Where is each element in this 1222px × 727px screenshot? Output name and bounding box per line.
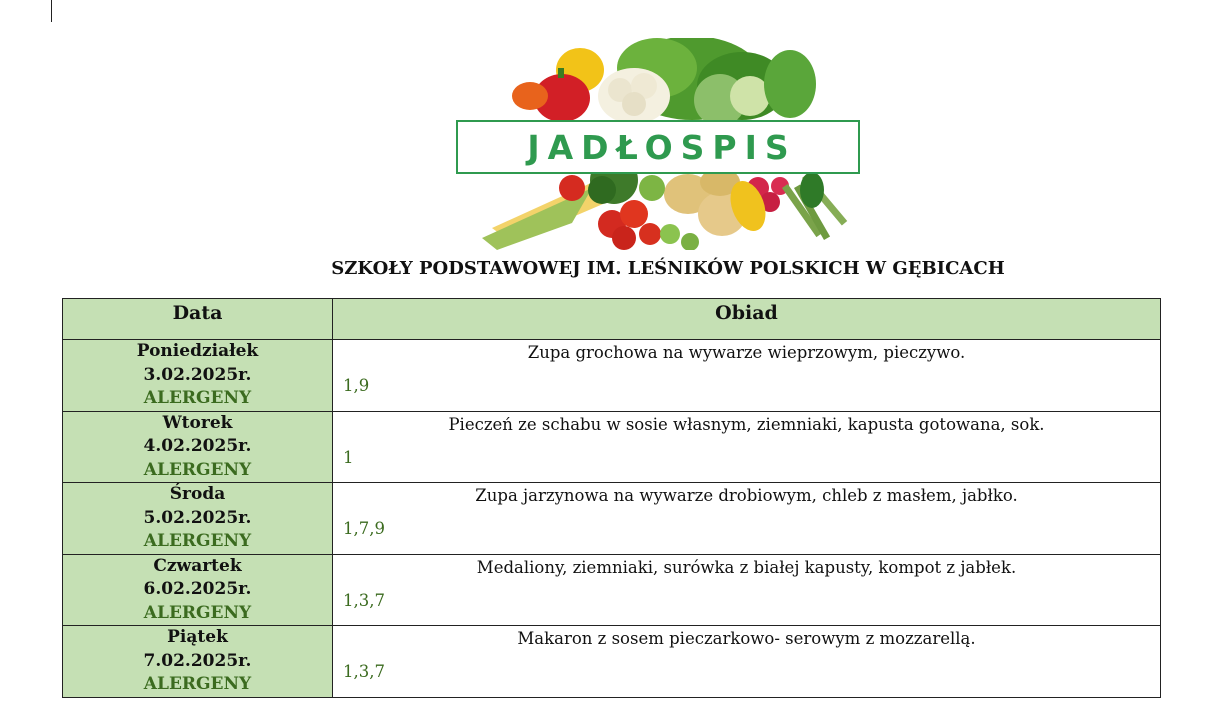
meal-cell <box>333 626 1161 698</box>
header-meal: Obiad <box>333 299 1161 340</box>
meal-name: Medaliony, ziemniaki, surówka z białej kapusty, kompot z jabłek. <box>476 557 1017 577</box>
meal-cell <box>333 340 1161 412</box>
day-name: Poniedziałek <box>136 341 259 361</box>
menu-title: JADŁOSPIS <box>527 127 797 167</box>
meal-cell <box>333 411 1161 483</box>
meal-name: Zupa jarzynowa na wywarze drobiowym, chleb z masłem, jabłko. <box>475 486 1018 505</box>
text-cursor <box>51 0 52 22</box>
bell-pepper-icon <box>512 48 604 122</box>
table-row <box>63 554 1161 626</box>
day-name: Piątek <box>167 627 228 647</box>
date-cell <box>63 626 333 698</box>
allergen-label: ALERGENY <box>143 459 252 480</box>
day-name: Czwartek <box>153 555 242 576</box>
allergen-codes: 1,3,7 <box>343 662 385 681</box>
meal-name: Zupa grochowa na wywarze wieprzowym, pieczywo. <box>527 343 966 362</box>
table-row <box>63 626 1161 698</box>
allergen-label: ALERGENY <box>143 602 252 623</box>
day-name: Środa <box>169 484 226 504</box>
school-heading: SZKOŁY PODSTAWOWEJ IM. LEŚNIKÓW POLSKICH W GĘBICACH <box>331 258 1005 279</box>
menu-title-box <box>456 120 860 174</box>
date-cell <box>63 554 333 626</box>
menu-table <box>62 298 1161 698</box>
meal-name: Pieczeń ze schabu w sosie własnym, ziemniaki, kapusta gotowana, sok. <box>448 414 1045 434</box>
meal-name: Makaron z sosem pieczarkowo- serowym z mozzarellą. <box>517 629 976 648</box>
date-value: 4.02.2025r. <box>143 436 252 456</box>
menu-banner <box>452 38 878 250</box>
header-date: Data <box>63 299 333 340</box>
allergen-codes: 1,9 <box>343 376 370 395</box>
day-name: Wtorek <box>162 412 233 433</box>
allergen-label: ALERGENY <box>143 388 252 408</box>
date-value: 7.02.2025r. <box>143 650 252 671</box>
table-header-row <box>63 299 1161 340</box>
table-row <box>63 340 1161 412</box>
date-value: 3.02.2025r. <box>143 364 252 385</box>
date-cell <box>63 411 333 483</box>
allergen-codes: 1,3,7 <box>343 590 385 610</box>
meal-cell <box>333 483 1161 555</box>
allergen-codes: 1,7,9 <box>343 519 385 538</box>
table-row <box>63 411 1161 483</box>
date-value: 6.02.2025r. <box>143 579 252 599</box>
allergen-label: ALERGENY <box>143 531 252 551</box>
date-value: 5.02.2025r. <box>143 507 252 528</box>
cauliflower-icon <box>598 68 670 124</box>
table-row <box>63 483 1161 555</box>
asparagus-icon <box>782 172 847 240</box>
allergen-codes: 1 <box>343 447 354 467</box>
allergen-label: ALERGENY <box>143 674 252 694</box>
meal-cell <box>333 554 1161 626</box>
date-cell <box>63 340 333 412</box>
date-cell <box>63 483 333 555</box>
